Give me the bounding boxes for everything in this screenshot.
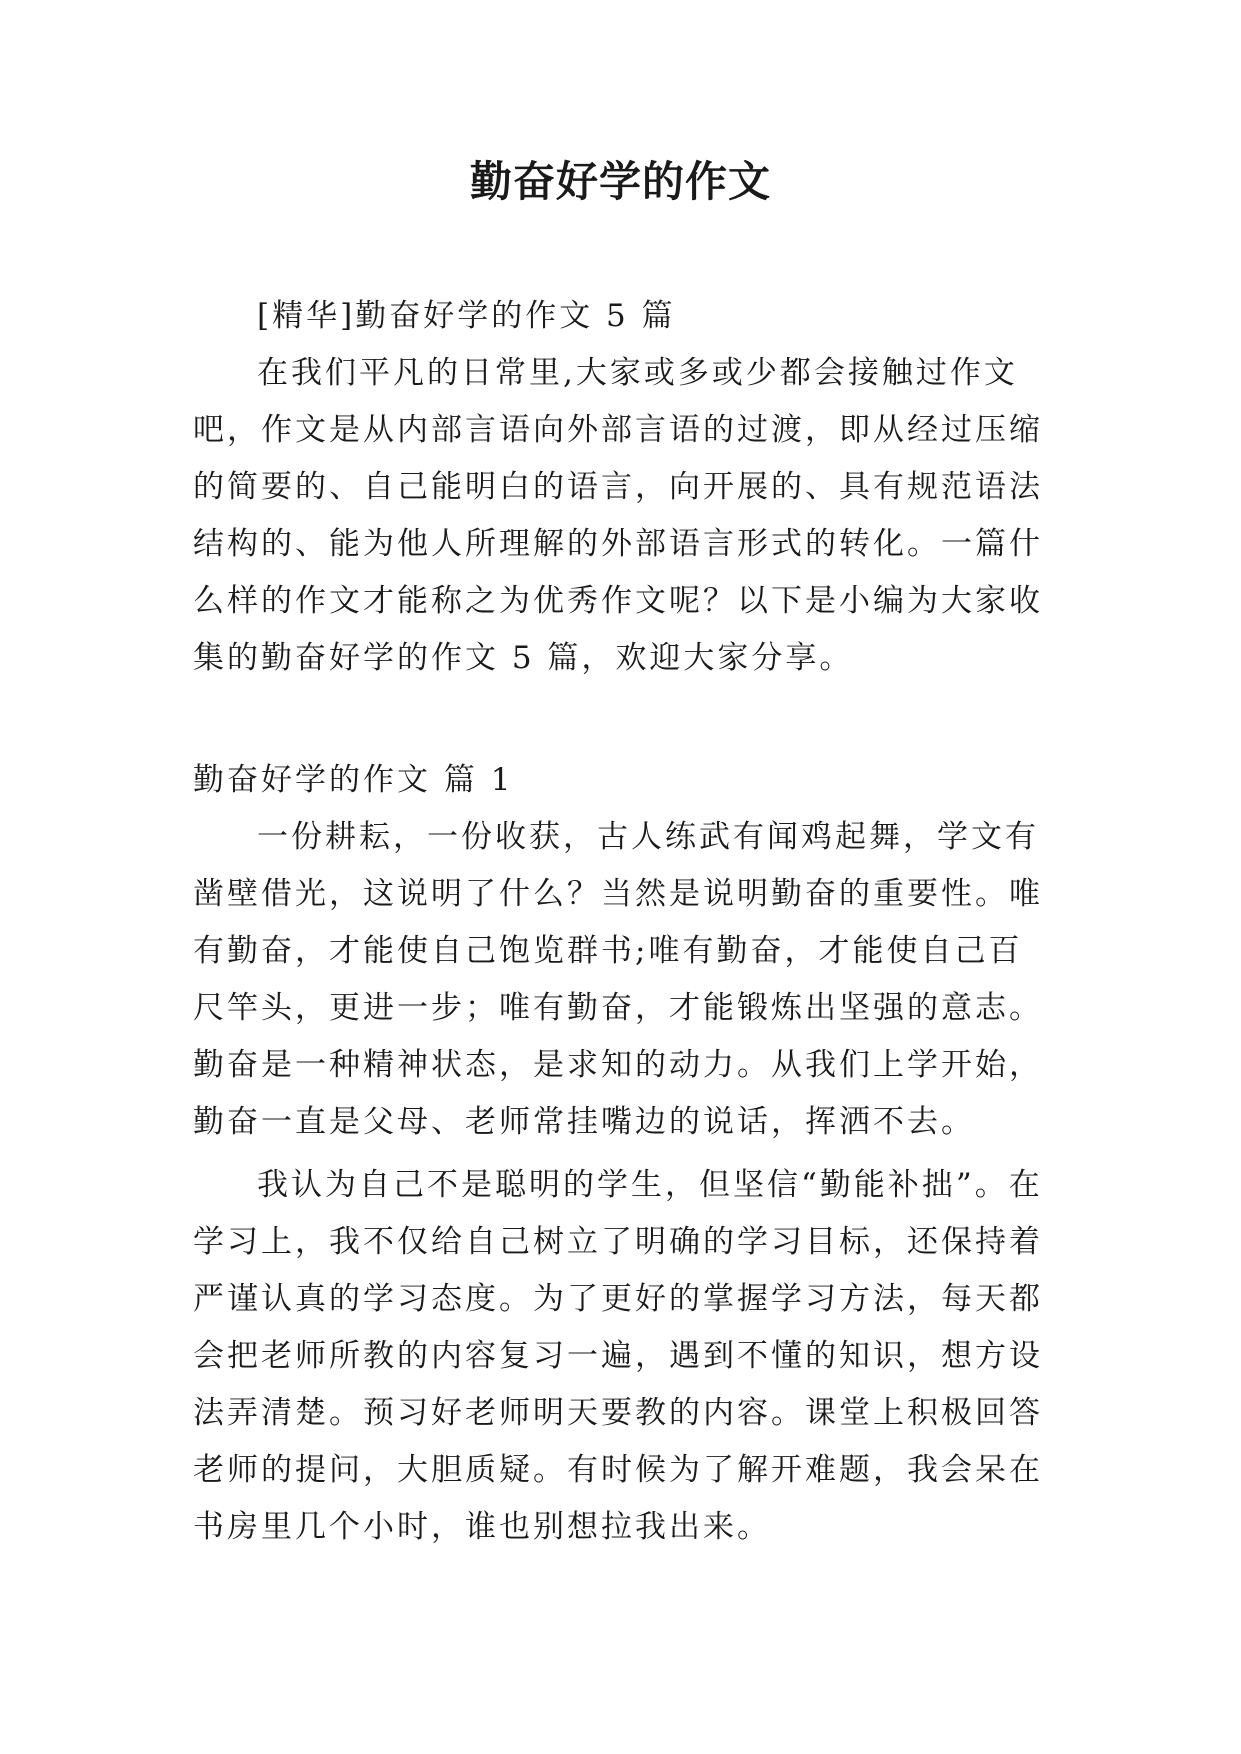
- section-heading: 勤奋好学的作文 篇 1: [193, 762, 514, 798]
- document-title: 勤奋好学的作文: [469, 157, 771, 206]
- body-paragraph: 一份耕耘，一份收获，古人练武有闻鸡起舞，学文有凿壁借光，这说明了什么？当然是说明勤奋的重要性。唯有勤奋，才能使自己饱览群书;唯有勤奋，才能使自己百尺竿头，更进一步；唯有勤奋，才能锻炼出坚强的意志。勤奋是一种精神状态，是求知的动力。从我们上学开始，勤奋一直是父母、老师常挂嘴边的说话，挥洒不去。: [193, 819, 1043, 1140]
- intro-paragraph: 在我们平凡的日常里,大家或多或少都会接触过作文吧，作文是从内部言语向外部言语的过渡，即从经过压缩的简要的、自己能明白的语言，向开展的、具有规范语法结构的、能为他人所理解的外部语言形式的转化。一篇什么样的作文才能称之为优秀作文呢？以下是小编为大家收集的勤奋好学的作文 5 篇，欢迎大家分享。: [193, 355, 1043, 676]
- document-subtitle: [精华]勤奋好学的作文 5 篇: [257, 298, 676, 334]
- body-paragraph: 我认为自己不是聪明的学生，但坚信“勤能补拙”。在学习上，我不仅给自己树立了明确的学习目标，还保持着严谨认真的学习态度。为了更好的掌握学习方法，每天都会把老师所教的内容复习一遍，遇到不懂的知识，想方设法弄清楚。预习好老师明天要教的内容。课堂上积极回答老师的提问，大胆质疑。有时候为了解开难题，我会呆在书房里几个小时，谁也别想拉我出来。: [193, 1167, 1043, 1545]
